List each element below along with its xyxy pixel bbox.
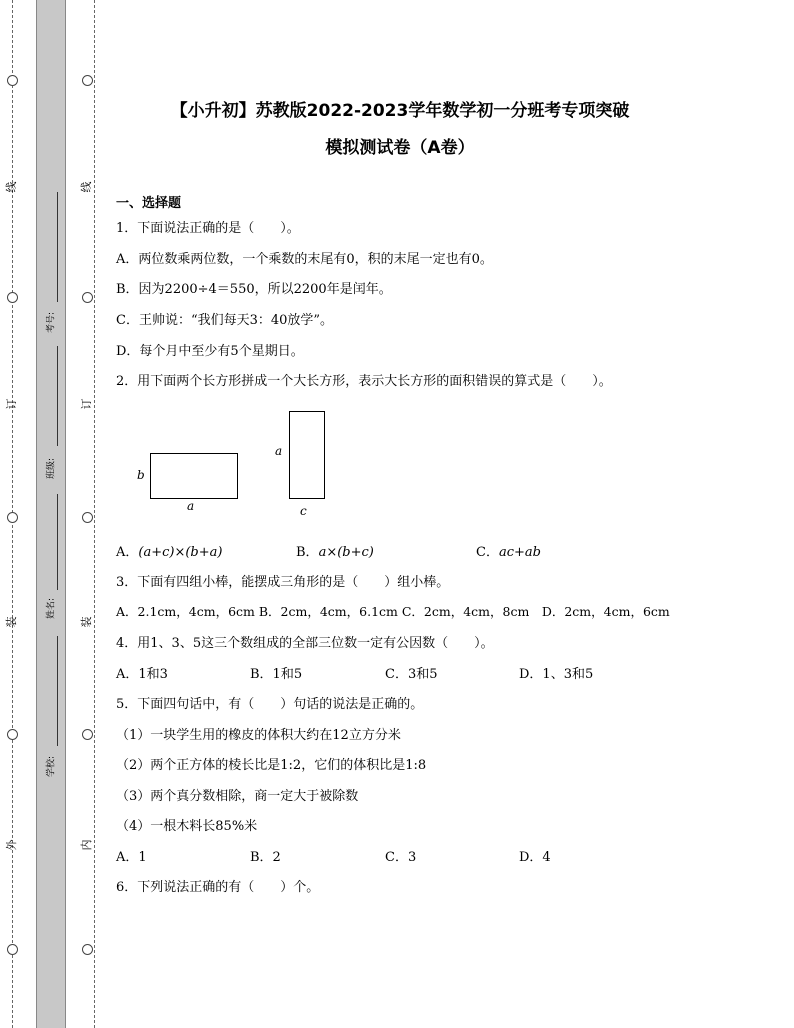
question-2-option-c [476, 541, 541, 560]
binding-hole [82, 512, 93, 523]
option-b-label: B． [296, 545, 319, 560]
field-class-line[interactable] [57, 346, 58, 446]
field-name-line[interactable] [57, 494, 58, 590]
binding-hole [82, 75, 93, 86]
question-4-option-a: A．1和3 [116, 667, 168, 682]
question-5-statement-1: （1）一块学生用的橡皮的体积大约在12立方分米 [116, 728, 401, 743]
margin-char-zhuang: 装 [80, 616, 93, 628]
question-2-stem: 2．用下面两个长方形拼成一个大长方形，表示大长方形的面积错误的算式是（ ）。 [116, 374, 612, 389]
field-school-label: 学校: [46, 755, 57, 778]
question-5-statement-3: （3）两个真分数相除，商一定大于被除数 [116, 789, 359, 804]
question-5-stem: 5．下面四句话中，有（ ）句话的说法是正确的。 [116, 697, 424, 712]
option-c-expression: ac+ab [498, 545, 541, 560]
field-name-label: 姓名: [46, 597, 57, 620]
binding-hole [7, 729, 18, 740]
rectangle-ab-side-label: b [137, 468, 145, 482]
binding-hole [82, 944, 93, 955]
section-heading: 一、选择题 [116, 196, 182, 211]
option-a-expression: (a+c)×(b+a) [138, 545, 223, 560]
question-1-stem: 1．下面说法正确的是（ ）。 [116, 221, 300, 236]
question-5-option-a: A．1 [116, 850, 147, 865]
field-exam-number-label: 考号: [46, 311, 57, 334]
margin-char-xian: 线 [5, 181, 18, 193]
question-4-option-d: D．1、3和5 [519, 667, 594, 682]
margin-char-wai: 外 [5, 839, 18, 851]
option-a-label: A． [116, 545, 139, 560]
binding-band [36, 0, 66, 1028]
question-5-statement-2: （2）两个正方体的棱长比是1:2，它们的体积比是1:8 [116, 758, 427, 773]
binding-hole [7, 512, 18, 523]
field-class-label: 班级: [46, 457, 57, 480]
margin-char-nei: 内 [80, 839, 93, 851]
question-2-option-a [116, 541, 222, 560]
field-school-line[interactable] [57, 636, 58, 746]
margin-char-zhuang: 装 [5, 616, 18, 628]
margin-char-xian: 线 [80, 181, 93, 193]
question-1-option-d: D．每个月中至少有5个星期日。 [116, 344, 304, 359]
margin-char-ding: 订 [80, 398, 93, 410]
question-1-option-b: B．因为2200÷4＝550，所以2200年是闰年。 [116, 282, 392, 297]
question-1-option-a: A．两位数乘两位数，一个乘数的末尾有0，积的末尾一定也有0。 [116, 252, 493, 267]
question-1-option-c: C．王帅说：“我们每天3：40放学”。 [116, 313, 334, 328]
rectangle-ac-side-label: a [275, 444, 283, 458]
page-title-line1: 【小升初】苏教版2022-2023学年数学初一分班考专项突破 [170, 101, 630, 121]
question-5-option-d: D．4 [519, 850, 551, 865]
option-b-expression: a×(b+c) [318, 545, 374, 560]
question-5-option-c: C．3 [385, 850, 417, 865]
field-exam-number-line[interactable] [57, 192, 58, 302]
page-title-line2: 模拟测试卷（A卷） [325, 138, 475, 158]
binding-hole [82, 729, 93, 740]
question-6-stem: 6．下列说法正确的有（ ）个。 [116, 880, 320, 895]
binding-hole [7, 75, 18, 86]
question-4-option-b: B．1和5 [250, 667, 303, 682]
question-4-stem: 4．用1、3、5这三个数组成的全部三位数一定有公因数（ ）。 [116, 636, 494, 651]
rectangle-ab-bottom-label: a [187, 499, 195, 513]
rectangle-ac-bottom-label: c [300, 504, 307, 518]
question-3-options: A．2.1cm，4cm，6cm B．2cm，4cm，6.1cm C．2cm，4cm，8cm D．2cm，4cm，6cm [116, 604, 670, 619]
question-5-statement-4: （4）一根木料长85%米 [116, 819, 258, 834]
inner-cut-line [94, 0, 95, 1028]
rectangle-ac [289, 411, 325, 499]
option-c-label: C． [476, 545, 499, 560]
binding-hole [7, 944, 18, 955]
margin-char-ding: 订 [5, 398, 18, 410]
binding-hole [82, 292, 93, 303]
question-3-stem: 3．下面有四组小棒，能摆成三角形的是（ ）组小棒。 [116, 575, 450, 590]
question-2-option-b [296, 541, 374, 560]
rectangle-ab [150, 453, 238, 499]
binding-hole [7, 292, 18, 303]
question-4-option-c: C．3和5 [385, 667, 438, 682]
question-5-option-b: B．2 [250, 850, 281, 865]
